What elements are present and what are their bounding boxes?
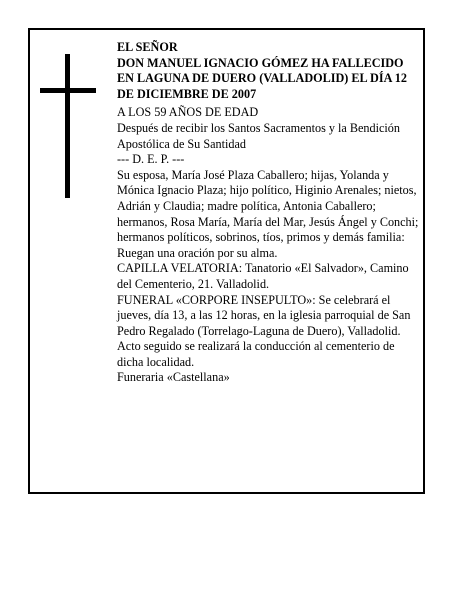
cross-vertical-bar <box>65 54 70 198</box>
notice-headline <box>117 40 423 102</box>
latin-cross-icon <box>40 54 96 198</box>
rip-line: --- D. E. P. --- <box>117 152 185 167</box>
obituary-notice <box>28 28 425 494</box>
prayer-line: Ruegan una oración por su alma. <box>117 245 278 260</box>
cross-horizontal-bar <box>40 88 96 93</box>
funeral-home-line: Funeraria «Castellana» <box>117 370 230 385</box>
family-paragraph: Su esposa, María José Plaza Caballero; hijas, Yolanda y Mónica Ignacio Plaza; hijo político, Higinio Arenales; nietos, Adrián y Claudia; madre política, Antonia Caballero; hermanos, Rosa María, María del Mar, Jesús Ángel y Conchi; hermanos políticos, sobrinos, tíos, primos y demás familia: <box>117 167 419 245</box>
age-line: A LOS 59 AÑOS DE EDAD <box>117 105 259 120</box>
funeral-paragraph: FUNERAL «CORPORE INSEPULTO»: Se celebrará el jueves, día 13, a las 12 horas, en la iglesia parroquial de San Pedro Regalado (Torrelago-Laguna de Duero), Valladolid. Acto seguido se realizará la conducción al cementerio de dicha localidad. <box>117 292 411 369</box>
sacraments-line: Después de recibir los Santos Sacramentos y la Bendición Apostólica de Su Santidad <box>117 120 400 151</box>
chapel-paragraph: CAPILLA VELATORIA: Tanatorio «El Salvador», Camino del Cementerio, 21. Valladolid. <box>117 261 409 291</box>
headline-announcement: DON MANUEL IGNACIO GÓMEZ HA FALLECIDO EN LAGUNA DE DUERO (VALLADOLID) EL DÍA 12 DE DICIEMBRE DE 2007 <box>117 55 407 101</box>
headline-title: EL SEÑOR <box>117 40 178 54</box>
notice-body <box>117 40 423 386</box>
